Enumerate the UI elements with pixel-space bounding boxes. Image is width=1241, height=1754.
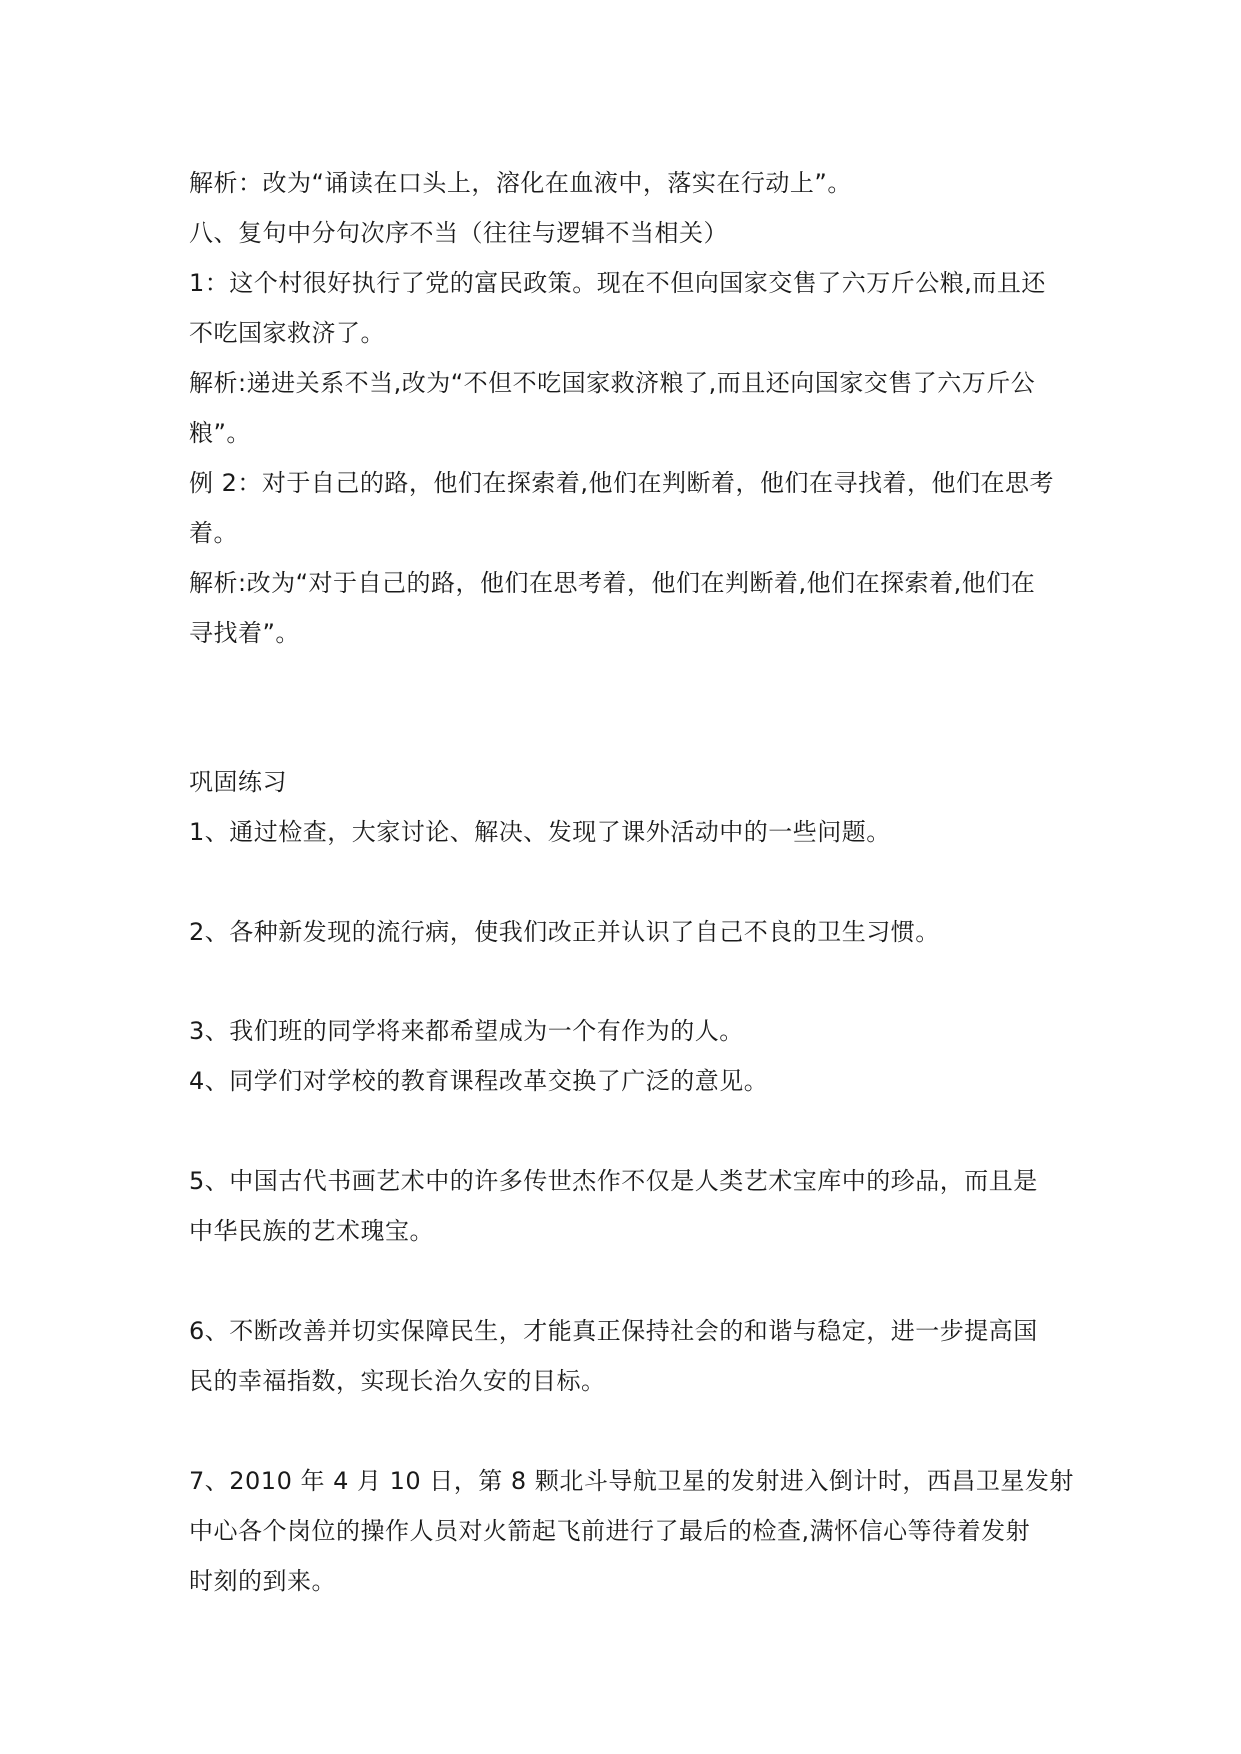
practice-item: 民的幸福指数，实现长治久安的目标。 bbox=[189, 1367, 606, 1395]
example-line: 着。 bbox=[189, 519, 238, 547]
example-line: 例 2：对于自己的路，他们在探索着,他们在判断着，他们在寻找着，他们在思考 bbox=[189, 469, 1055, 497]
practice-item: 7、2010 年 4 月 10 日，第 8 颗北斗导航卫星的发射进入倒计时，西昌卫星发射 bbox=[189, 1467, 1074, 1495]
practice-item: 2、各种新发现的流行病，使我们改正并认识了自己不良的卫生习惯。 bbox=[189, 918, 940, 946]
practice-item: 4、同学们对学校的教育课程改革交换了广泛的意见。 bbox=[189, 1067, 769, 1095]
analysis-line: 寻找着”。 bbox=[189, 619, 300, 647]
analysis-line: 解析:改为“对于自己的路，他们在思考着，他们在判断着,他们在探索着,他们在 bbox=[189, 569, 1036, 597]
analysis-line: 解析：改为“诵读在口头上，溶化在血液中，落实在行动上”。 bbox=[189, 169, 852, 197]
practice-item: 时刻的到来。 bbox=[189, 1567, 336, 1595]
practice-item: 3、我们班的同学将来都希望成为一个有作为的人。 bbox=[189, 1017, 744, 1045]
analysis-line: 粮”。 bbox=[189, 419, 251, 447]
section-heading: 八、复句中分句次序不当（往往与逻辑不当相关） bbox=[189, 219, 728, 247]
practice-title: 巩固练习 bbox=[189, 768, 287, 796]
practice-item: 1、通过检查，大家讨论、解决、发现了课外活动中的一些问题。 bbox=[189, 818, 891, 846]
example-line: 1：这个村很好执行了党的富民政策。现在不但向国家交售了六万斤公粮,而且还 bbox=[189, 269, 1046, 297]
practice-item: 5、中国古代书画艺术中的许多传世杰作不仅是人类艺术宝库中的珍品，而且是 bbox=[189, 1167, 1038, 1195]
analysis-line: 解析:递进关系不当,改为“不但不吃国家救济粮了,而且还向国家交售了六万斤公 bbox=[189, 369, 1036, 397]
practice-item: 中心各个岗位的操作人员对火箭起飞前进行了最后的检查,满怀信心等待着发射 bbox=[189, 1517, 1031, 1545]
practice-item: 6、不断改善并切实保障民生，才能真正保持社会的和谐与稳定，进一步提高国 bbox=[189, 1317, 1038, 1345]
practice-item: 中华民族的艺术瑰宝。 bbox=[189, 1217, 434, 1245]
example-line: 不吃国家救济了。 bbox=[189, 319, 385, 347]
